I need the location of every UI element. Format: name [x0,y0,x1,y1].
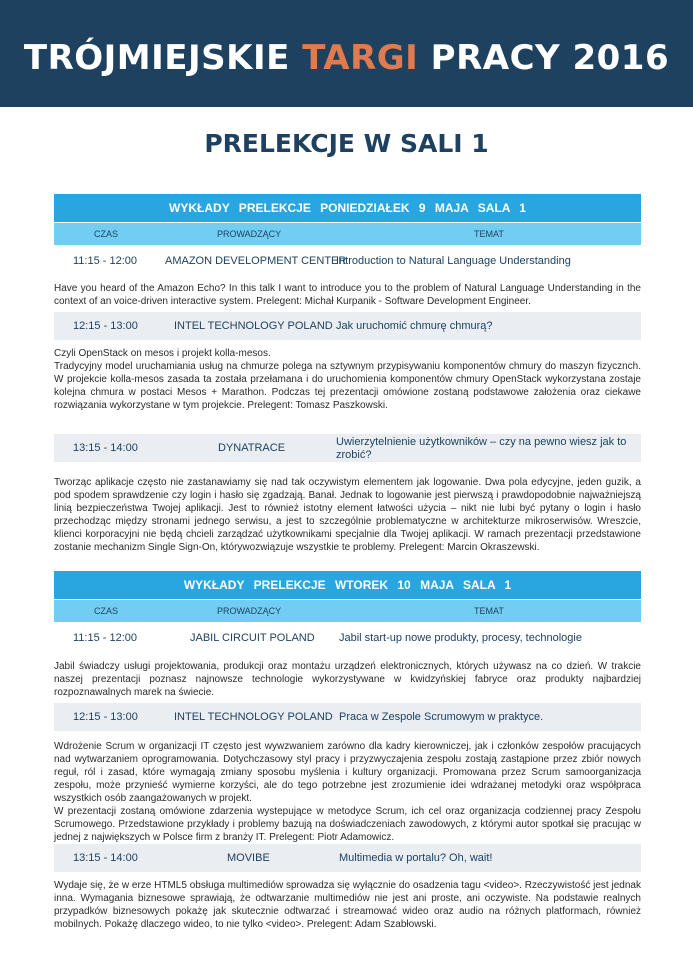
title-part-1: TRÓJMIEJSKIE [23,38,290,78]
session-time: 13:15 - 14:00 [73,442,138,454]
session-host: INTEL TECHNOLOGY POLAND [174,711,333,723]
session-row [54,624,641,652]
session-topic: Multimedia w portalu? Oh, wait! [339,852,493,864]
session-time: 13:15 - 14:00 [73,852,138,864]
page-header [0,0,693,107]
column-header-row [54,223,641,245]
session-row [54,434,641,462]
column-host: PROWADZĄCY [217,606,282,616]
session-description [54,740,641,844]
session-row [54,312,641,340]
session-topic: Jabil start-up nowe produkty, procesy, technologie [339,632,582,644]
day-header-monday: WYKŁADY PRELEKCJE PONIEDZIAŁEK 9 MAJA SALA 1 [54,194,641,222]
column-topic: TEMAT [474,229,504,239]
title-accent: TARGI [302,38,419,78]
session-topic: Introduction to Natural Language Understanding [336,255,571,267]
session-row [54,247,641,275]
session-time: 12:15 - 13:00 [73,711,138,723]
session-description [54,282,641,308]
session-time: 11:15 - 12:00 [73,255,138,267]
session-host: AMAZON DEVELOPMENT CENTER [165,255,347,267]
session-host: MOVIBE [227,852,270,864]
session-time: 11:15 - 12:00 [73,632,138,644]
description-paragraph: Wdrożenie Scrum w organizacji IT często jest wywzwaniem zarówno dla kadry kierowniczej, jak i członków zespołów pracujących nad wytwarzaniem oprogramowania. Dotychczasowy styl pracy i przyzwyczajenia zespołu zostają zastąpione przez zbiór nowych reguł, ról i zasad, które wymagają zmiany sposobu myślenia i kultury organizacji. Promowana przez Scrum samoorganizacja zespołu, może przynieść wymierne korzyści, ale do tego potrzebne jest zrozumienie idei wdrażanej metodyki oraz współpraca wszystkich osób zaangażowanych w projekt. [54,741,641,804]
session-topic: Uwierzytelnienie użytkowników – czy na pewno wiesz jak to zrobić? [336,436,627,461]
day-header-tuesday: WYKŁADY PRELEKCJE WTOREK 10 MAJA SALA 1 [54,571,641,599]
column-topic: TEMAT [474,606,504,616]
session-description [54,476,641,554]
column-host: PROWADZĄCY [217,229,282,239]
description-paragraph: Tradycyjny model uruchamiania usług na chmurze polega na sztywnym przypisywaniu komponentów chmury do maszyn fizycznch. W projekcie kolla-mesos zasada ta została przełamana i do uruchomienia komponentów chmury OpenStack wykorzystana zostaje kolejna chmura w postaci Mesos + Marathon. Podczas tej prezentacji omówione zostaną podstawowe założenia oraz ciekawe rozwiązania wykorzystane w tym projekcie. Prelegent: Tomasz Paszkowski. [54,361,641,411]
session-time: 12:15 - 13:00 [73,320,138,332]
session-row [54,844,641,872]
title-part-2: PRACY 2016 [430,38,670,78]
session-row [54,703,641,731]
event-title [0,38,693,78]
description-paragraph: Czyli OpenStack on mesos i projekt kolla-mesos. [54,348,271,359]
session-description [54,660,641,699]
session-host: DYNATRACE [218,442,286,454]
column-header-row [54,600,641,622]
session-host: JABIL CIRCUIT POLAND [190,632,315,644]
description-paragraph: Jabil świadczy usługi projektowania, produkcji oraz montażu urządzeń elektronicznych, których używasz na co dzień. W trakcie naszej prezentacji poznasz najnowsze technologie wykorzystywane w kwidzyńskiej fabryce oraz produkty najbardziej rozpoznawalnych marek na świecie. [54,661,641,698]
session-host: INTEL TECHNOLOGY POLAND [174,320,333,332]
description-paragraph: Tworząc aplikacje często nie zastanawiamy się nad tak oczywistym elementem jak logowanie. Dwa pola edycyjne, jeden guzik, a pod spodem sprawdzenie czy login i hasło się zgadzają. Banał. Jednak to logowanie jest pierwszą i prawdopodobnie najważniejszą linią bezpieczeństwa Twojej aplikacji. Jest to również istotny element łatwości użycia – nikt nie lubi być pytany o login i hasło przechodząc między stronami jednego serwisu, a jest to szczególnie problematyczne w architekturze mikroserwisów. Wreszcie, klienci korporacyjni nie będą chcieli zarządzać użytkownikami specjalnie dla Twojej aplikacji. W ramach prezentacji przedstawione zostanie mechanizm Single Sign-On, którywozwiązuje wszystkie te problemy. Prelegent: Marcin Okraszewski. [54,477,641,553]
session-description [54,879,641,931]
session-description [54,347,641,412]
column-time: CZAS [94,606,119,616]
session-topic: Praca w Zespole Scrumowym w praktyce. [339,711,544,723]
page-subtitle: PRELEKCJE W SALI 1 [204,129,489,158]
description-paragraph: Have you heard of the Amazon Echo? In this talk I want to introduce you to the problem of Natural Language Understanding in the context of an voice-driven interactive system. Prelegent: Michał Kurpanik - Software Development Engineer. [54,283,641,307]
description-paragraph: Wydaje się, że w erze HTML5 obsługa multimediów sprowadza się wyłącznie do osadzenia tagu <video>. Rzeczywistość jest jednak inna. Wymagania biznesowe sprawiają, że odtwarzanie multimediów nie jest ani proste, ani oczywiste. Na podstawie realnych przypadków biznesowych pokażę jak skutecznie odtwarzać i streamować wideo oraz audio na różnych platformach, również mobilnych. Pokażę dlaczego wideo, to nie tylko <video>. Prelegent: Adam Szabłowski. [54,880,641,930]
description-paragraph: W prezentacji zostaną omówione zdarzenia wystepujące w metodyce Scrum, ich cel oraz organizacja codziennej pracy Zespołu Scrumowego. Przedstawione przykłady i problemy bazują na doświadczeniach zawodowych, z którymi autor spotkał się pracując w jednej z największych w Polsce firm z branży IT. Prelegent: Piotr Adamowicz. [54,806,641,843]
session-topic: Jak uruchomić chmurę chmurą? [336,320,493,332]
column-time: CZAS [94,229,119,239]
